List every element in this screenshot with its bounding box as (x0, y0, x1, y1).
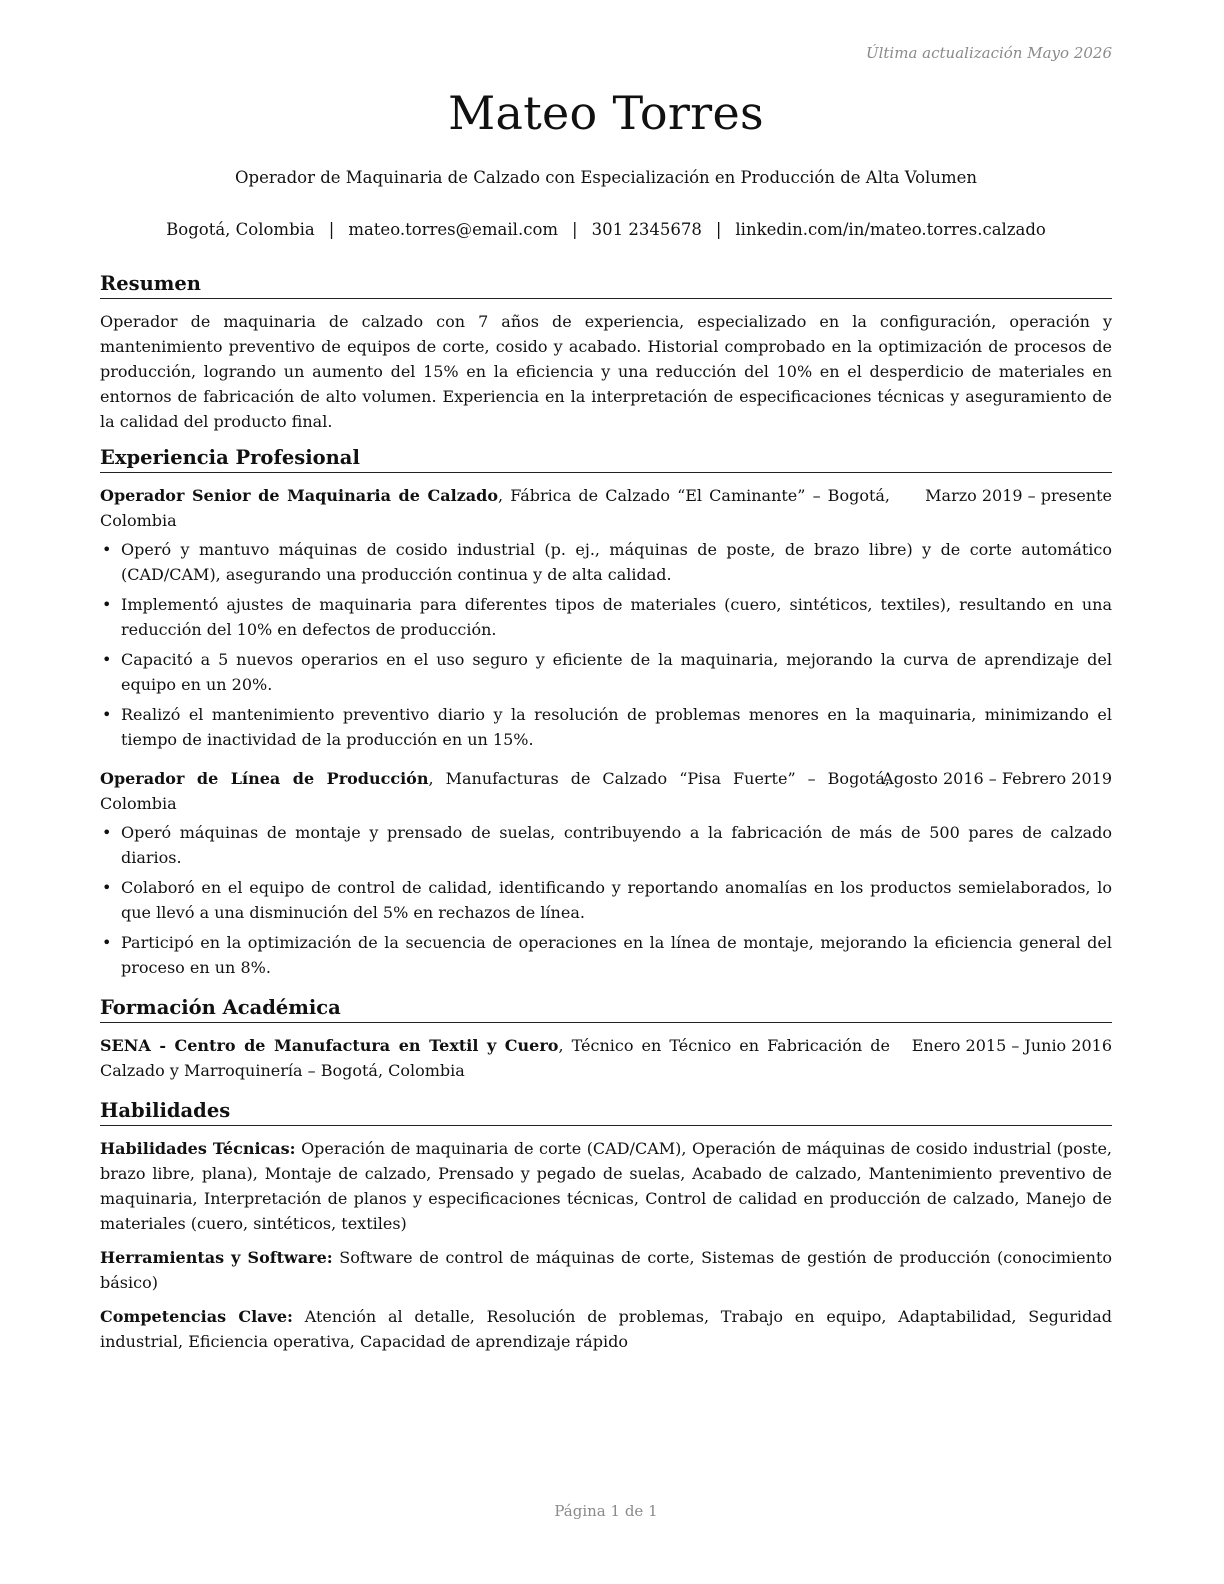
job-role: Operador de Línea de Producción (100, 769, 429, 788)
education-section (100, 994, 1112, 1083)
section-title-education: Formación Académica (100, 994, 1112, 1023)
bullet-icon: • (102, 595, 112, 614)
candidate-name: Mateo Torres (448, 86, 764, 140)
list-item (100, 875, 1112, 925)
skill-group-label: Competencias Clave: (100, 1307, 293, 1326)
headline: Operador de Maquinaria de Calzado con Especialización en Producción de Alta Volumen (235, 168, 977, 187)
job-title-line (100, 483, 890, 533)
last-updated: Última actualización Mayo 2026 (865, 44, 1112, 62)
education-line (100, 1033, 890, 1083)
skill-group-label: Herramientas y Software: (100, 1248, 333, 1267)
summary-text: Operador de maquinaria de calzado con 7 años de experiencia, especializado en la configuración, operación y mantenimiento preventivo de equipos de corte, cosido y acabado. Historial comprobado en la optimización de procesos de producción, logrando un aumento del 15% en la eficiencia y una reducción del 10% en el desperdicio de materiales en entornos de fabricación de alto volumen. Experiencia en la interpretación de especificaciones técnicas y aseguramiento de la calidad del producto final. (100, 312, 1112, 431)
contact-separator: | (572, 220, 578, 239)
skill-group-label: Habilidades Técnicas: (100, 1139, 296, 1158)
bullet-icon: • (102, 705, 112, 724)
bullet-text: Operó y mantuvo máquinas de cosido industrial (p. ej., máquinas de poste, de brazo libre) y de corte automático (CAD/CAM), asegurando una producción continua y de alta calidad. (121, 540, 1112, 584)
job-header (100, 483, 1112, 533)
bullet-icon: • (102, 650, 112, 669)
bullet-text: Participó en la optimización de la secuencia de operaciones en la línea de montaje, mejorando la eficiencia general del proceso en un 8%. (121, 933, 1112, 977)
job-header (100, 766, 1112, 816)
education-degree: , Técnico en Técnico en Fabricación de Calzado y Marroquinería – Bogotá, Colombia (100, 1036, 890, 1080)
contact-phone: 301 2345678 (591, 220, 702, 239)
skills-section (100, 1097, 1112, 1354)
job-bullets (100, 537, 1112, 752)
page-number: Página 1 de 1 (554, 1502, 658, 1520)
job-title-line (100, 766, 890, 816)
job-role: Operador Senior de Maquinaria de Calzado (100, 486, 499, 505)
bullet-icon: • (102, 540, 112, 559)
list-item (100, 930, 1112, 980)
list-item (100, 647, 1112, 697)
bullet-text: Colaboró en el equipo de control de calidad, identificando y reportando anomalías en los productos semielaborados, lo que llevó a una disminución del 5% en rechazos de línea. (121, 878, 1112, 922)
experience-section (100, 444, 1112, 980)
skill-group-competencies (100, 1304, 1112, 1354)
contact-separator: | (715, 220, 722, 239)
list-item (100, 537, 1112, 587)
education-institution: SENA - Centro de Manufactura en Textil y Cuero (100, 1036, 559, 1055)
job-dates: Agosto 2016 – Febrero 2019 (882, 769, 1112, 788)
list-item (100, 702, 1112, 752)
contact-linkedin[interactable]: linkedin.com/in/mateo.torres.calzado (735, 220, 1046, 239)
section-title-summary: Resumen (100, 270, 1112, 299)
contact-line (100, 220, 1112, 239)
list-item (100, 820, 1112, 870)
skill-group-text: Software de control de máquinas de corte, Sistemas de gestión de producción (conocimiento básico) (100, 1248, 1113, 1292)
bullet-text: Capacitó a 5 nuevos operarios en el uso seguro y eficiente de la maquinaria, mejorando la curva de aprendizaje del equipo en un 20%. (121, 650, 1112, 694)
contact-separator: | (328, 220, 335, 239)
bullet-text: Operó máquinas de montaje y prensado de suelas, contribuyendo a la fabricación de más de 500 pares de calzado diarios. (121, 823, 1112, 867)
education-dates: Enero 2015 – Junio 2016 (911, 1036, 1112, 1055)
bullet-text: Implementó ajustes de maquinaria para diferentes tipos de materiales (cuero, sintéticos, textiles), resultando en una reducción del 10% en defectos de producción. (121, 595, 1112, 639)
job-bullets (100, 820, 1112, 980)
list-item (100, 592, 1112, 642)
resume-page (100, 0, 1112, 1584)
education-entry (100, 1033, 1112, 1083)
contact-location: Bogotá, Colombia (166, 220, 315, 239)
job-entry (100, 483, 1112, 752)
skill-group-technical (100, 1136, 1112, 1236)
job-entry (100, 766, 1112, 980)
skill-group-tools (100, 1245, 1112, 1295)
education-header (100, 1033, 1112, 1083)
job-company: , Manufacturas de Calzado “Pisa Fuerte” – Bogotá, Colombia (100, 769, 890, 813)
section-title-skills: Habilidades (100, 1097, 1112, 1126)
summary-section (100, 270, 1112, 434)
job-company: , Fábrica de Calzado “El Caminante” – Bogotá, Colombia (100, 486, 891, 530)
bullet-icon: • (102, 878, 112, 897)
contact-email[interactable]: mateo.torres@email.com (348, 220, 559, 239)
job-dates: Marzo 2019 – presente (925, 486, 1112, 505)
skill-group-text: Atención al detalle, Resolución de problemas, Trabajo en equipo, Adaptabilidad, Seguridad industrial, Eficiencia operativa, Capacidad de aprendizaje rápido (100, 1307, 1113, 1351)
section-title-experience: Experiencia Profesional (100, 444, 1112, 473)
skill-group-text: Operación de maquinaria de corte (CAD/CAM), Operación de máquinas de cosido industrial (poste, brazo libre, plana), Montaje de calzado, Prensado y pegado de suelas, Acabado de calzado, Mantenimiento preventivo de maquinaria, Interpretación de planos y especificaciones técnicas, Control de calidad en producción de calzado, Manejo de materiales (cuero, sintéticos, textiles) (100, 1139, 1112, 1233)
resume-content (100, 270, 1112, 1364)
bullet-text: Realizó el mantenimiento preventivo diario y la resolución de problemas menores en la maquinaria, minimizando el tiempo de inactividad de la producción en un 15%. (121, 705, 1112, 749)
bullet-icon: • (102, 823, 112, 842)
bullet-icon: • (102, 933, 112, 952)
